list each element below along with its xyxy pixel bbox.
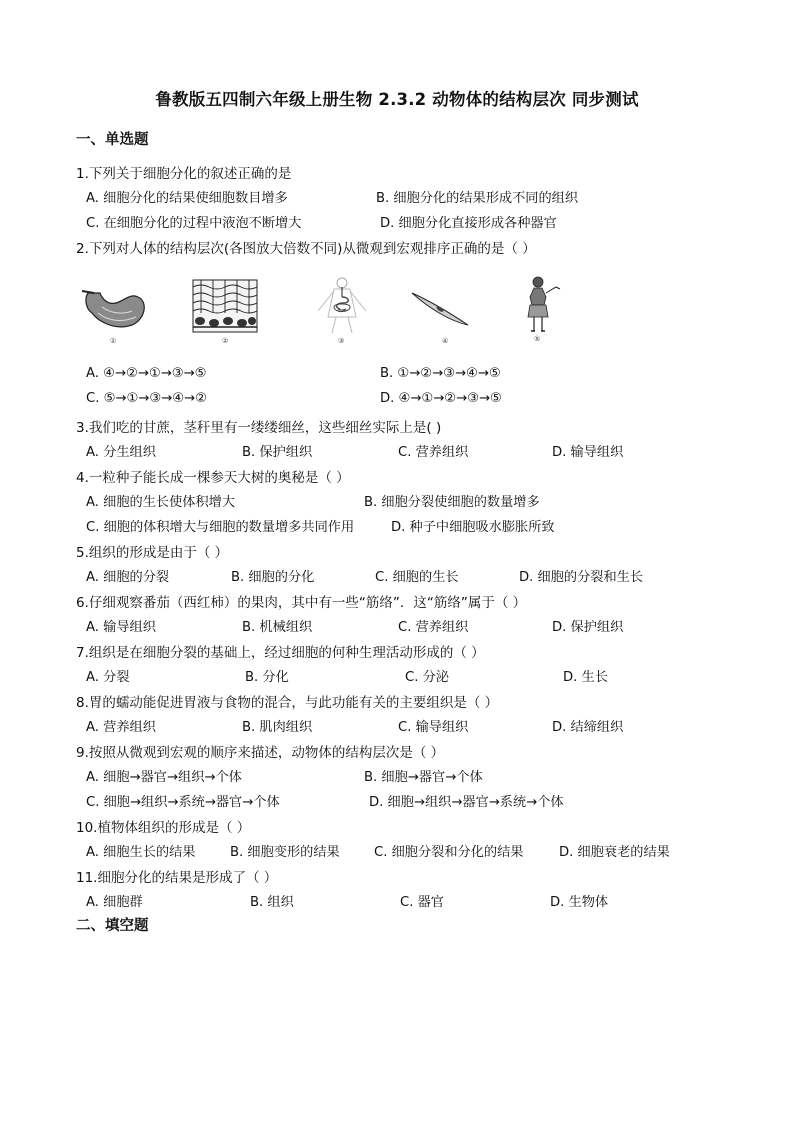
question-5: 5.组织的形成是由于（ ） xyxy=(76,545,229,561)
q2-option-b: B. ①→②→③→④→⑤ xyxy=(380,366,501,381)
q5-option-a: A. 细胞的分裂 xyxy=(86,570,170,585)
q6-option-b: B. 机械组织 xyxy=(242,620,313,635)
section-fill-blank: 二、填空题 xyxy=(76,918,149,934)
q8-option-a: A. 营养组织 xyxy=(86,720,156,735)
q2-option-d: D. ④→①→②→③→⑤ xyxy=(380,391,502,406)
q6-option-a: A. 输导组织 xyxy=(86,620,156,635)
q3-option-b: B. 保护组织 xyxy=(242,445,313,460)
q4-option-b: B. 细胞分裂使细胞的数量增多 xyxy=(364,495,540,510)
human-figure-drawing-icon xyxy=(522,275,562,333)
q2-option-a: A. ④→②→①→③→⑤ xyxy=(86,366,207,381)
q1-option-a: A. 细胞分化的结果使细胞数目增多 xyxy=(86,191,288,206)
question-11: 11.细胞分化的结果是形成了（ ） xyxy=(76,870,278,886)
q7-option-c: C. 分泌 xyxy=(405,670,449,685)
q1-option-d: D. 细胞分化直接形成各种器官 xyxy=(380,216,557,231)
digestive-system-drawing-icon xyxy=(312,277,372,335)
figure-caption-2: ② xyxy=(222,337,229,345)
q1-option-c: C. 在细胞分化的过程中液泡不断增大 xyxy=(86,216,302,231)
q9-option-d: D. 细胞→组织→器官→系统→个体 xyxy=(369,795,564,810)
q3-option-a: A. 分生组织 xyxy=(86,445,156,460)
q6-option-d: D. 保护组织 xyxy=(552,620,624,635)
muscle-cell-drawing-icon xyxy=(410,289,470,329)
question-1: 1.下列关于细胞分化的叙述正确的是 xyxy=(76,166,292,182)
q8-option-d: D. 结缔组织 xyxy=(552,720,624,735)
stomach-drawing-icon xyxy=(80,287,150,337)
q2-option-c: C. ⑤→①→③→④→② xyxy=(86,391,207,406)
page-title: 鲁教版五四制六年级上册生物 2.3.2 动物体的结构层次 同步测试 xyxy=(155,90,639,109)
question-2-figures xyxy=(80,275,570,355)
q9-option-a: A. 细胞→器官→组织→个体 xyxy=(86,770,242,785)
q5-option-c: C. 细胞的生长 xyxy=(375,570,459,585)
q9-option-c: C. 细胞→组织→系统→器官→个体 xyxy=(86,795,280,810)
q10-option-d: D. 细胞衰老的结果 xyxy=(559,845,670,860)
question-2: 2.下列对人体的结构层次(各图放大倍数不同)从微观到宏观排序正确的是（ ） xyxy=(76,241,536,257)
q10-option-a: A. 细胞生长的结果 xyxy=(86,845,196,860)
q3-option-d: D. 输导组织 xyxy=(552,445,624,460)
figure-caption-1: ① xyxy=(110,337,117,345)
q5-option-b: B. 细胞的分化 xyxy=(231,570,315,585)
figure-caption-5: ⑤ xyxy=(534,335,541,343)
question-7: 7.组织是在细胞分裂的基础上，经过细胞的何种生理活动形成的（ ） xyxy=(76,645,485,661)
q7-option-b: B. 分化 xyxy=(245,670,289,685)
q8-option-c: C. 输导组织 xyxy=(398,720,469,735)
q4-option-a: A. 细胞的生长使体积增大 xyxy=(86,495,236,510)
q6-option-c: C. 营养组织 xyxy=(398,620,469,635)
q11-option-d: D. 生物体 xyxy=(550,895,609,910)
question-8: 8.胃的蠕动能促进胃液与食物的混合，与此功能有关的主要组织是（ ） xyxy=(76,695,499,711)
question-6: 6.仔细观察番茄（西红柿）的果肉，其中有一些“筋络”．这“筋络”属于（ ） xyxy=(76,595,527,611)
figure-caption-3: ③ xyxy=(338,337,345,345)
q7-option-d: D. 生长 xyxy=(563,670,608,685)
q8-option-b: B. 肌肉组织 xyxy=(242,720,313,735)
q10-option-c: C. 细胞分裂和分化的结果 xyxy=(374,845,524,860)
q9-option-b: B. 细胞→器官→个体 xyxy=(364,770,483,785)
figure-caption-4: ④ xyxy=(442,337,449,345)
q4-option-d: D. 种子中细胞吸水膨胀所致 xyxy=(391,520,555,535)
q11-option-b: B. 组织 xyxy=(250,895,294,910)
q11-option-c: C. 器官 xyxy=(400,895,444,910)
q3-option-c: C. 营养组织 xyxy=(398,445,469,460)
q1-option-b: B. 细胞分化的结果形成不同的组织 xyxy=(376,191,579,206)
q5-option-d: D. 细胞的分裂和生长 xyxy=(519,570,644,585)
q10-option-b: B. 细胞变形的结果 xyxy=(230,845,340,860)
question-3: 3.我们吃的甘蔗，茎秆里有一缕缕细丝，这些细丝实际上是( ) xyxy=(76,420,442,436)
question-10: 10.植物体组织的形成是（ ） xyxy=(76,820,251,836)
q11-option-a: A. 细胞群 xyxy=(86,895,143,910)
q4-option-c: C. 细胞的体积增大与细胞的数量增多共同作用 xyxy=(86,520,355,535)
tissue-drawing-icon xyxy=(192,279,258,333)
question-9: 9.按照从微观到宏观的顺序来描述，动物体的结构层次是（ ） xyxy=(76,745,445,761)
question-4: 4.一粒种子能长成一棵参天大树的奥秘是（ ） xyxy=(76,470,350,486)
section-single-choice: 一、单选题 xyxy=(76,132,149,148)
q7-option-a: A. 分裂 xyxy=(86,670,130,685)
